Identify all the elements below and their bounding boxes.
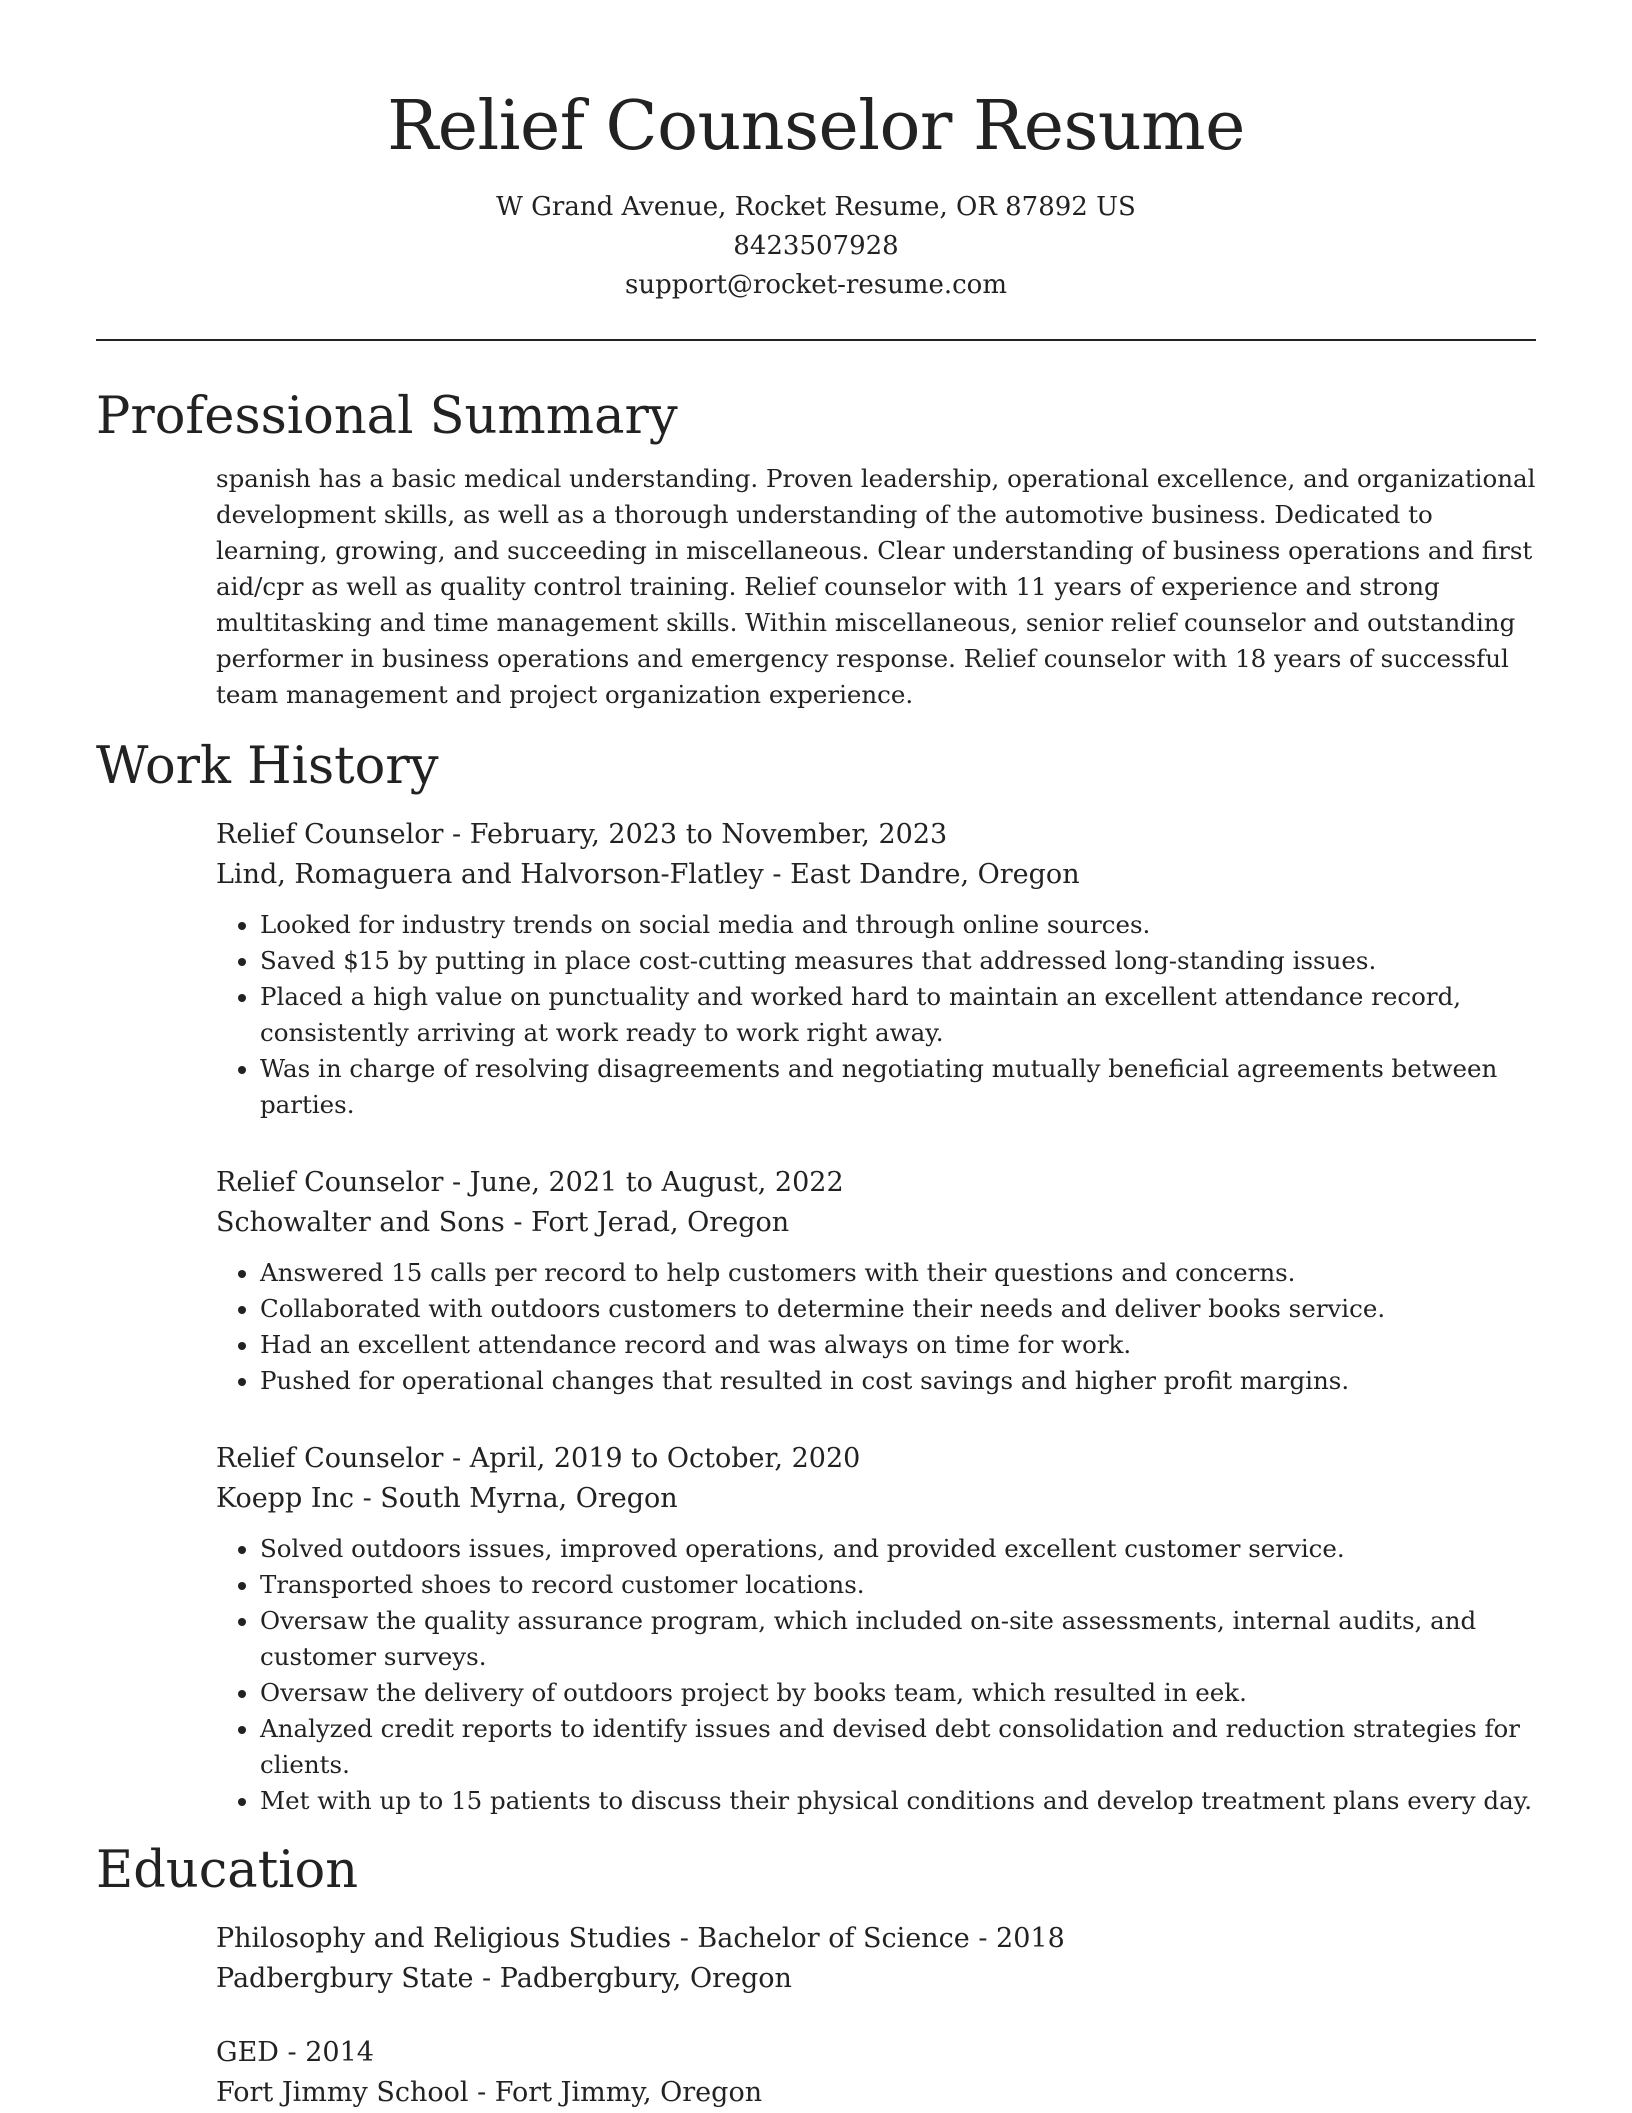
work-history-section xyxy=(0,815,1632,1819)
summary-text: spanish has a basic medical understanding. Proven leadership, operational excellence, and organizational development skills, as well as a thorough understanding of the automotive business. Dedicated to learning, growing, and succeeding in miscellaneous. Clear understanding of business operations and first aid/cpr as well as quality control training. Relief counselor with 11 years of experience and strong multitasking and time management skills. Within miscellaneous, senior relief counselor and outstanding performer in business operations and emergency response. Relief counselor with 18 years of successful team management and project organization experience. xyxy=(216,464,1536,709)
section-title-work-history: Work History xyxy=(96,737,439,796)
job-bullets xyxy=(216,1255,1536,1399)
section-title-education: Education xyxy=(96,1841,359,1900)
job-bullets xyxy=(216,1531,1536,1819)
contact-block xyxy=(0,188,1632,305)
phone-text: 8423507928 xyxy=(733,231,899,261)
job-company-line: Lind, Romaguera and Halvorson-Flatley - East Dandre, Oregon xyxy=(216,859,1080,890)
list-item: • Looked for industry trends on social media and through online sources. xyxy=(260,907,1536,943)
list-item: • Met with up to 15 patients to discuss their physical conditions and develop treatment plans every day. xyxy=(260,1783,1536,1819)
education-degree-line: GED - 2014 xyxy=(216,2037,374,2068)
education-school-line: Padbergbury State - Padbergbury, Oregon xyxy=(216,1963,792,1994)
job-role-line: Relief Counselor - June, 2021 to August, 2022 xyxy=(216,1167,844,1198)
job-company-line: Schowalter and Sons - Fort Jerad, Oregon xyxy=(216,1207,790,1238)
list-item: • Analyzed credit reports to identify issues and devised debt consolidation and reduction strategies for clients. xyxy=(260,1711,1536,1783)
job-entry xyxy=(216,815,1536,1123)
job-entry xyxy=(216,1439,1536,1819)
resume-header xyxy=(0,0,1632,305)
job-role-line: Relief Counselor - April, 2019 to October, 2020 xyxy=(216,1443,861,1474)
list-item: • Solved outdoors issues, improved operations, and provided excellent customer service. xyxy=(260,1531,1536,1567)
summary-section xyxy=(0,461,1632,713)
section-title-summary: Professional Summary xyxy=(96,387,678,446)
job-bullets xyxy=(216,907,1536,1123)
job-entry xyxy=(216,1163,1536,1399)
education-school-line: Fort Jimmy School - Fort Jimmy, Oregon xyxy=(216,2077,763,2108)
header-divider xyxy=(96,339,1536,341)
job-role-line: Relief Counselor - February, 2023 to November, 2023 xyxy=(216,819,948,850)
job-company-line: Koepp Inc - South Myrna, Oregon xyxy=(216,1483,678,1514)
list-item: • Placed a high value on punctuality and worked hard to maintain an excellent attendance record, consistently arriving at work ready to work right away. xyxy=(260,979,1536,1051)
list-item: • Saved $15 by putting in place cost-cutting measures that addressed long-standing issues. xyxy=(260,943,1536,979)
list-item: • Oversaw the quality assurance program, which included on-site assessments, internal audits, and customer surveys. xyxy=(260,1603,1536,1675)
list-item: • Had an excellent attendance record and was always on time for work. xyxy=(260,1327,1536,1363)
list-item: • Pushed for operational changes that resulted in cost savings and higher profit margins. xyxy=(260,1363,1536,1399)
list-item: • Transported shoes to record customer locations. xyxy=(260,1567,1536,1603)
email-text: support@rocket-resume.com xyxy=(624,270,1007,300)
resume-title: Relief Counselor Resume xyxy=(387,87,1245,166)
list-item: • Was in charge of resolving disagreements and negotiating mutually beneficial agreements between parties. xyxy=(260,1051,1536,1123)
education-entry xyxy=(216,1919,1536,1999)
education-degree-line: Philosophy and Religious Studies - Bachelor of Science - 2018 xyxy=(216,1923,1065,1954)
education-section xyxy=(0,1919,1632,2113)
education-entry xyxy=(216,2033,1536,2113)
list-item: • Oversaw the delivery of outdoors project by books team, which resulted in eek. xyxy=(260,1675,1536,1711)
list-item: • Collaborated with outdoors customers to determine their needs and deliver books service. xyxy=(260,1291,1536,1327)
address-text: W Grand Avenue, Rocket Resume, OR 87892 US xyxy=(496,192,1136,222)
list-item: • Answered 15 calls per record to help customers with their questions and concerns. xyxy=(260,1255,1536,1291)
